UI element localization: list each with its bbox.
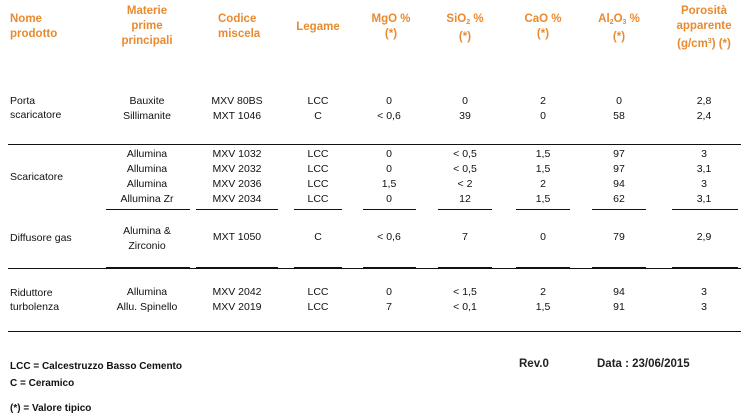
product-porta-scaricatore — [10, 94, 61, 122]
product-name-line: turbolenza — [10, 301, 60, 313]
cell-codice: MXV 80BS — [211, 95, 263, 107]
column-divider — [106, 209, 190, 210]
cell-porosita: 3 — [701, 301, 707, 313]
column-divider — [363, 267, 416, 268]
header-text: SiO$_2$ % — [446, 13, 484, 26]
header-text: (*) — [612, 31, 626, 43]
column-divider — [106, 267, 190, 268]
cell-mgo: 0 — [386, 95, 392, 107]
product-riduttore-turbolenza — [10, 286, 59, 314]
header-mgo — [372, 12, 411, 42]
column-divider — [294, 267, 342, 268]
cell-sio2: 0 — [462, 95, 468, 107]
product-scaricatore: Scaricatore — [10, 171, 64, 183]
cell-codice: MXV 2032 — [212, 163, 262, 175]
cell-legame: C — [314, 231, 322, 243]
cell-cao: 2 — [540, 286, 546, 298]
cell-legame: LCC — [307, 178, 329, 190]
header-legame: Legame — [296, 21, 340, 33]
cell-mgo: 7 — [386, 301, 392, 313]
header-codice-miscela — [218, 12, 260, 42]
cell-porosita: 2,4 — [696, 110, 712, 122]
cell-sio2: < 0,5 — [453, 148, 477, 160]
cell-porosita: 3,1 — [696, 193, 712, 205]
cell-cao: 2 — [540, 95, 546, 107]
header-text: (*) — [458, 31, 472, 43]
legend-c: C = Ceramico — [10, 378, 75, 389]
header-text: Codice — [218, 13, 257, 25]
cell-al2o3: 97 — [613, 163, 625, 175]
cell-materia: Allumina — [126, 286, 168, 298]
header-text: Materie — [126, 5, 168, 17]
cell-materia: Alumina & Zirconio — [123, 225, 171, 252]
cell-porosita: 3 — [701, 178, 707, 190]
cell-mgo: 0 — [386, 163, 392, 175]
header-porosita — [677, 4, 732, 52]
cell-porosita: 3,1 — [696, 163, 712, 175]
header-text: Nome — [10, 13, 42, 25]
legend-note: (*) = Valore tipico — [10, 403, 92, 414]
cell-al2o3: 97 — [613, 148, 625, 160]
cell-legame: LCC — [307, 95, 329, 107]
column-divider — [294, 209, 342, 210]
cell-mgo: 0 — [386, 193, 392, 205]
column-divider — [516, 267, 570, 268]
product-name-line: Porta — [10, 95, 36, 107]
cell-porosita: 3 — [701, 148, 707, 160]
cell-codice: MXV 1032 — [212, 148, 262, 160]
full-divider — [8, 144, 741, 145]
cell-codice: MXV 2034 — [212, 193, 262, 205]
cell-codice: MXV 2042 — [212, 286, 262, 298]
full-divider — [8, 331, 741, 332]
column-divider — [592, 267, 646, 268]
header-text: prodotto — [10, 28, 58, 40]
cell-sio2: < 1,5 — [453, 286, 477, 298]
header-nome-prodotto — [10, 12, 57, 42]
column-divider — [363, 209, 416, 210]
header-text: (*) — [536, 28, 550, 40]
header-cao — [524, 12, 561, 42]
cell-sio2: < 2 — [457, 178, 473, 190]
cell-porosita: 2,9 — [696, 231, 712, 243]
cell-materia: Allumina — [126, 163, 168, 175]
column-divider — [438, 267, 492, 268]
header-text: Porosità — [680, 5, 727, 17]
header-text: miscela — [218, 28, 261, 40]
cell-materia: Allumina — [126, 178, 168, 190]
column-divider — [672, 267, 738, 268]
cell-sio2: < 0,5 — [453, 163, 477, 175]
full-divider — [8, 268, 741, 269]
cell-codice: MXT 1046 — [212, 110, 262, 122]
cell-legame: LCC — [307, 163, 329, 175]
cell-cao: 2 — [540, 178, 546, 190]
header-text: principali — [121, 35, 173, 47]
column-divider — [196, 209, 278, 210]
cell-cao: 0 — [540, 110, 546, 122]
header-text: $Al_2O_3$ % — [598, 13, 640, 26]
cell-codice: MXT 1050 — [212, 231, 262, 243]
cell-mgo: < 0,6 — [377, 110, 401, 122]
cell-al2o3: 91 — [613, 301, 625, 313]
cell-legame: LCC — [307, 301, 329, 313]
cell-legame: LCC — [307, 286, 329, 298]
column-divider — [196, 267, 278, 268]
header-sio2 — [446, 12, 483, 45]
header-materie-prime — [121, 4, 172, 49]
cell-sio2: 39 — [459, 110, 471, 122]
cell-al2o3: 0 — [616, 95, 622, 107]
cell-mgo: < 0,6 — [377, 231, 401, 243]
header-text: prime — [131, 20, 163, 32]
column-divider — [592, 209, 646, 210]
cell-sio2: 12 — [459, 193, 471, 205]
header-text: $(g/cm^3)$ (*) — [677, 38, 731, 50]
cell-legame: LCC — [307, 193, 329, 205]
cell-cao: 1,5 — [535, 301, 551, 313]
cell-materia: Allu. Spinello — [116, 301, 178, 313]
cell-al2o3: 58 — [613, 110, 625, 122]
cell-porosita: 2,8 — [696, 95, 712, 107]
product-diffusore-gas: Diffusore gas — [10, 232, 72, 244]
cell-codice: MXV 2019 — [212, 301, 262, 313]
cell-al2o3: 94 — [613, 178, 625, 190]
header-text: MgO % — [371, 13, 411, 25]
cell-legame: LCC — [307, 148, 329, 160]
revision: Rev.0 — [519, 358, 549, 370]
header-text: (*) — [384, 28, 398, 40]
cell-materia: Allumina — [126, 148, 168, 160]
cell-cao: 1,5 — [535, 163, 551, 175]
cell-cao: 1,5 — [535, 193, 551, 205]
cell-mgo: 0 — [386, 148, 392, 160]
cell-al2o3: 94 — [613, 286, 625, 298]
column-divider — [516, 209, 570, 210]
cell-mgo: 1,5 — [381, 178, 397, 190]
cell-codice: MXV 2036 — [212, 178, 262, 190]
cell-porosita: 3 — [701, 286, 707, 298]
legend-lcc: LCC = Calcestruzzo Basso Cemento — [10, 361, 182, 372]
header-text: CaO % — [524, 13, 562, 25]
cell-cao: 1,5 — [535, 148, 551, 160]
product-name-line: Riduttore — [10, 287, 53, 299]
column-divider — [672, 209, 738, 210]
cell-cao: 0 — [540, 231, 546, 243]
cell-mgo: 0 — [386, 286, 392, 298]
cell-al2o3: 62 — [613, 193, 625, 205]
column-divider — [438, 209, 492, 210]
cell-materia: Allumina Zr — [120, 193, 174, 205]
cell-legame: C — [314, 110, 322, 122]
cell-al2o3: 79 — [613, 231, 625, 243]
header-text: apparente — [676, 20, 732, 32]
header-al2o3 — [598, 12, 640, 45]
date: Data : 23/06/2015 — [597, 358, 690, 370]
cell-materia: Sillimanite — [123, 110, 171, 122]
product-name-line: scaricatore — [10, 109, 62, 121]
cell-sio2: 7 — [462, 231, 468, 243]
cell-materia: Bauxite — [129, 95, 165, 107]
cell-sio2: < 0,1 — [453, 301, 477, 313]
